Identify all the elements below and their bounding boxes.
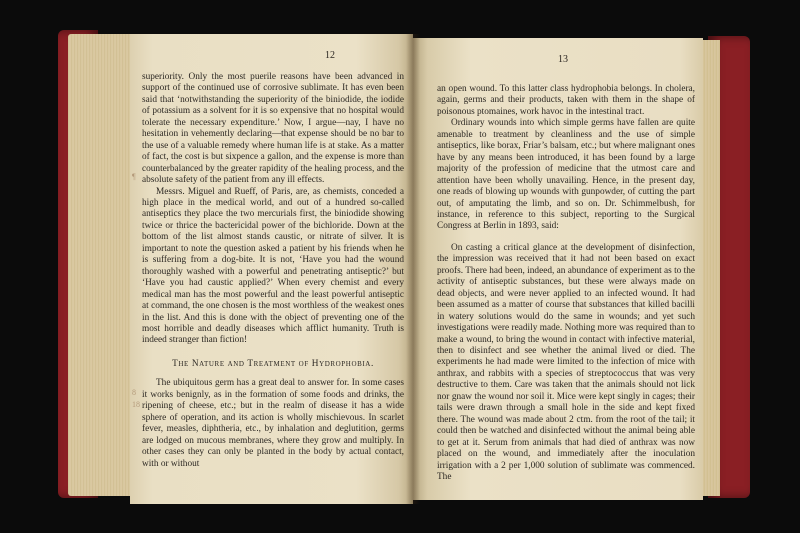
paragraph: Ordinary wounds into which simple germs have fallen are quite amenable to treatment by cleanliness and the use of simple antiseptics, like borax, Friar’s balsam, etc.; but where malignant ones have by any means been introduced, it has been found by a large majority of the profession of medicine that the utmost care and attention have been wholly unavailing. Hence, in the present day, one reads of blowing up wounds with gunpowder, of cutting the part out, of amputating the limb, and so on. Dr. Schimmelbush, for instance, in reference to this subject, reporting to the Surgical Congress at Berlin in 1893, said: — [437, 118, 695, 232]
right-page — [413, 38, 703, 500]
section-heading: The Nature and Treatment of Hydrophobia. — [172, 358, 374, 369]
paragraph: an open wound. To this latter class hydrophobia belongs. In cholera, again, germs and their products, taken with them in the shape of poisonous ptomaines, work havoc in the intestinal tract. — [437, 84, 695, 117]
paragraph: The ubiquitous germ has a great deal to answer for. In some cases it works benignly, as in the formation of some foods and drinks, the ripening of cheese, etc.; but in the realm of disease it has a wide sphere of operation, and its action is wholly mischievous. In scarlet fever, measles, diphtheria, etc., by inhalation and deglutition, germs are lodged on mucous membranes, where they grow and multiply. In other cases they can only be planted in the body by actual contact, with or without — [142, 378, 404, 469]
paragraph: Messrs. Miguel and Rueff, of Paris, are, as chemists, conceded a high place in the medical world, and out of a hundred so-called antiseptics they place the two mercurials first, the biniodide showing twice or thrice the bactericidal power of the bichloride. Down at the bottom of the list almost stands caustic, or nitrate of silver. It is important to note the question asked a patient by his friends when he is suffering from a dog-bite. It is not, ‘Have you had the wound thoroughly washed with a powerful and penetrating antiseptic?’ but ‘Have you had caustic applied?’ When every chemist and every medical man has the most powerful and the least powerful antiseptic at command, the one chosen is the most worthless of the weakest ones in the list. And this is done with the object of preventing one of the most horrible and deadly diseases which afflict humanity. Truth is indeed stranger than fiction! — [142, 186, 404, 346]
page-edges-left — [68, 34, 130, 496]
left-page-text — [142, 72, 404, 470]
page-number-left: 12 — [325, 50, 335, 61]
left-page — [130, 34, 413, 504]
book-gutter — [406, 34, 420, 504]
page-number-right: 13 — [558, 54, 568, 65]
right-page-text — [437, 84, 695, 483]
margin-mark: 18 — [132, 400, 140, 409]
margin-mark: 8 — [132, 388, 136, 397]
margin-mark: ¶ — [132, 172, 136, 181]
paragraph: superiority. Only the most puerile reasons have been advanced in support of the continued use of corrosive sublimate. It has even been said that ‘notwithstanding the superiority of the biniodide, the iodide of potassium as a solvent for it is so expensive that no hospital would tolerate the necessary expenditure.’ Now, I argue—nay, I have no hesitation in vehemently declaring—that expense should be no bar to the use of a valuable remedy where human life is at stake. As a matter of fact, the cost is but sixpence a gallon, and the expense is more than counterbalanced by the greater rapidity of the healing process, and the absolute safety of the patient from any ill effects. — [142, 72, 404, 186]
quoted-report: On casting a critical glance at the development of disinfection, the impression was received that it had not been based on exact proofs. There had been, indeed, an abundance of experiment as to the activity of antiseptic substances, but these were always made on dead objects, and were never applied to an infected wound. It had been assumed as a matter of course that substances that killed bacilli in watery solutions would do the same in wounds; and yet such investigations were readily made. Nothing more was required than to make a wound, to bring the wound in contact with infective material, then to disinfect and see whether the animal lived or died. The experiments he had made were limited to the infection of mice with anthrax, and rabbits with a species of streptococcus that was very destructive to them. Care was taken that the animals should not lick nor gnaw the wound nor soil it. Mice were kept singly in cages; their tails were drawn through a small hole in the side and kept fixed there. The wound was made about 2 ctm. from the root of the tail; it could then be watched and disinfected without the animal being able to get at it. Serum from animals that had died of anthrax was now placed on the wound, and immediately after the inoculation irrigation with a 2 per 1,000 solution of sublimate was commenced. The — [437, 242, 695, 482]
